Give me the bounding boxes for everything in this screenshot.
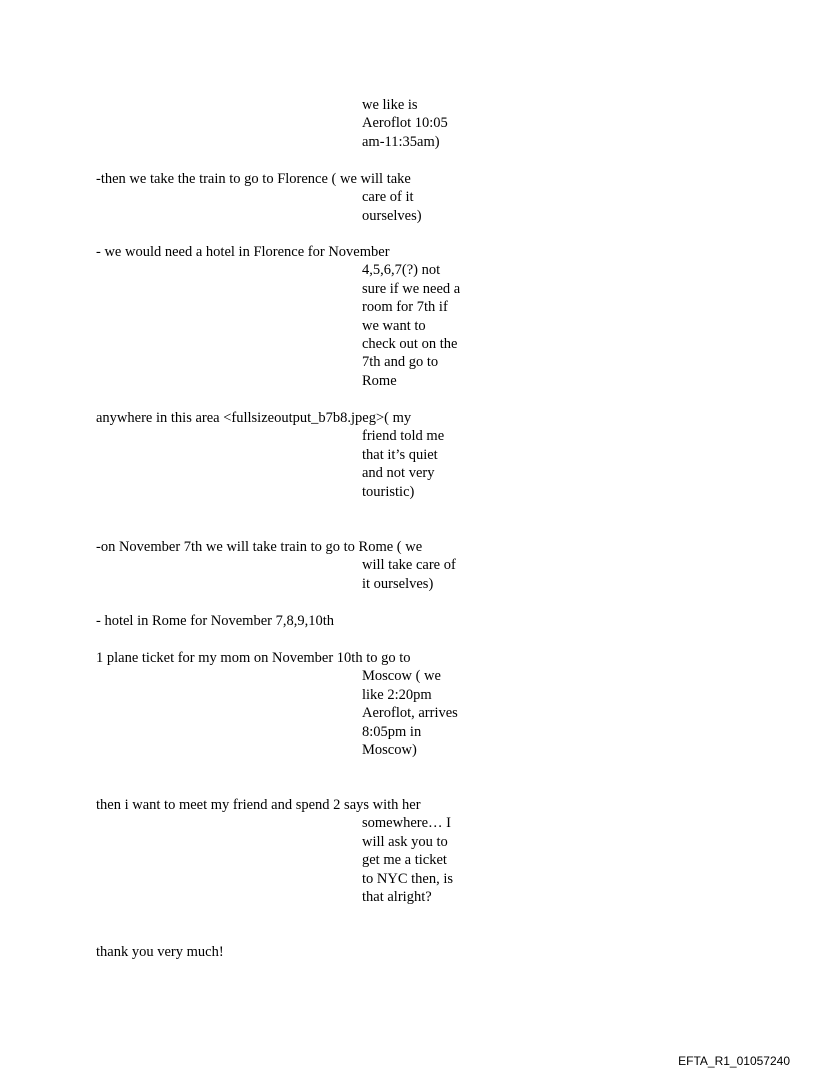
text-line: Aeroflot 10:05 (362, 115, 448, 132)
text-line: friend told me (362, 428, 445, 445)
text-line: 7th and go to (362, 354, 439, 371)
text-block-3 (96, 243, 460, 390)
text-line: and not very (362, 465, 435, 482)
text-line: will ask you to (362, 833, 448, 850)
text-line: to NYC then, is (362, 870, 454, 887)
text-block-8 (96, 796, 453, 906)
text-line: it ourselves) (362, 575, 434, 592)
text-block-5 (96, 538, 456, 593)
document-id-footer: EFTA_R1_01057240 (678, 1054, 790, 1068)
text-line: Moscow ( we (362, 668, 441, 685)
text-line: am-11:35am) (362, 133, 440, 150)
text-block-4 (96, 409, 444, 501)
text-line: 8:05pm in (362, 723, 422, 740)
text-line: that it’s quiet (362, 446, 438, 463)
text-line: we like is (362, 97, 418, 113)
text-line: Aeroflot, arrives (362, 705, 458, 722)
text-line: somewhere… I (362, 815, 451, 832)
text-block-1 (96, 96, 448, 151)
text-line: sure if we need a (362, 280, 461, 297)
text-line: thank you very much! (96, 944, 224, 960)
text-line: - we would need a hotel in Florence for November (96, 244, 390, 260)
text-line: will take care of (362, 557, 456, 574)
text-line: like 2:20pm (362, 686, 432, 703)
text-line: anywhere in this area <fullsizeoutput_b7b8.jpeg>( my (96, 410, 412, 426)
text-line: 1 plane ticket for my mom on November 10th to go to (96, 650, 411, 666)
text-line: room for 7th if (362, 299, 448, 316)
text-line: Moscow) (362, 741, 417, 758)
text-block-9 (96, 943, 224, 961)
text-line: ourselves) (362, 207, 422, 224)
text-line: care of it (362, 189, 414, 206)
text-block-6 (96, 612, 334, 630)
text-block-2 (96, 170, 422, 225)
text-line: touristic) (362, 483, 415, 500)
text-line: 4,5,6,7(?) not (362, 262, 441, 279)
text-line: we want to (362, 317, 426, 334)
text-line: that alright? (362, 888, 432, 905)
text-line: -then we take the train to go to Florence ( we will take (96, 171, 411, 187)
text-block-7 (96, 649, 458, 759)
text-line: -on November 7th we will take train to go to Rome ( we (96, 539, 423, 555)
text-line: get me a ticket (362, 852, 447, 869)
text-line: Rome (362, 372, 397, 389)
text-line: - hotel in Rome for November 7,8,9,10th (96, 613, 334, 629)
text-line: then i want to meet my friend and spend 2 says with her (96, 797, 421, 813)
text-line: check out on the (362, 335, 458, 352)
